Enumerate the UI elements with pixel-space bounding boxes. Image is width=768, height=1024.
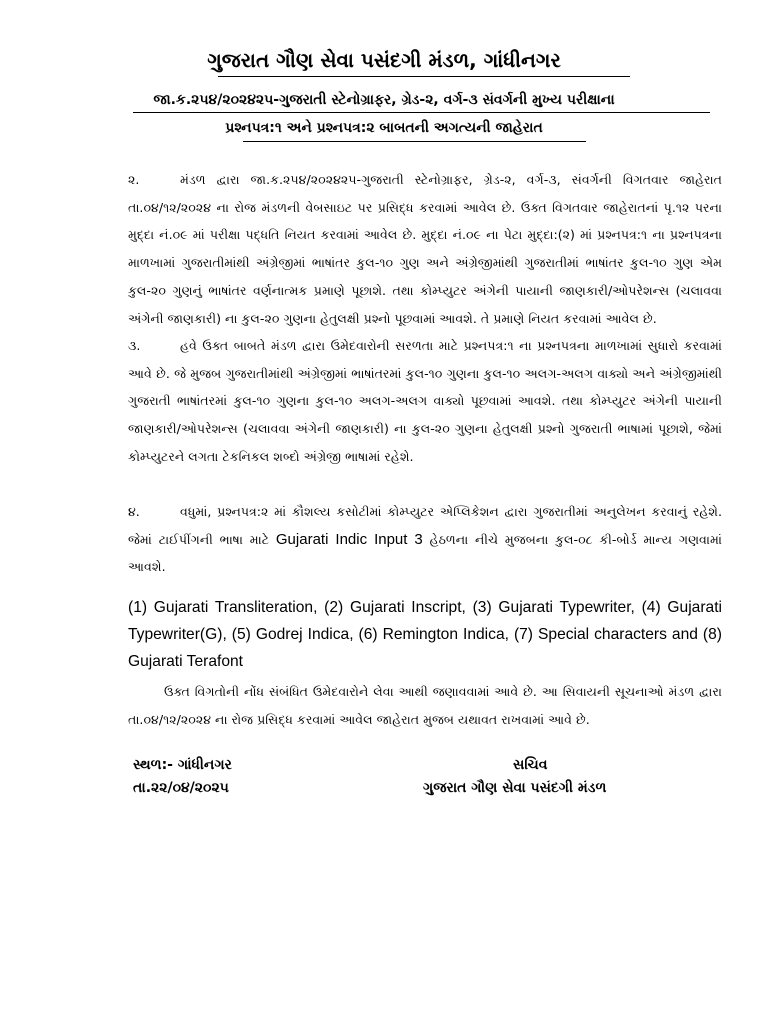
paragraph-4-number: ૪.	[128, 504, 140, 519]
paragraph-3-text: હવે ઉક્ત બાબતે મંડળ દ્વારા ઉમેદવારોની સરળતા માટે પ્રશ્નપત્ર:૧ ના પ્રશ્નપત્રના માળખામાં સુધારો કરવામાં આવે છે. જે મુજબ ગુજરાતીમાંથી અંગ્રેજીમાં ભાષાંતરમાં કુલ-૧૦ ગુણના કુલ-૧૦ અલગ-અલગ વાક્યો અને અંગ્રેજીમાંથી ગુજરાતી ભાષાંતરમાં કુલ-૧૦ ગુણના કુલ-૧૦ અલગ-અલગ વાક્યો પૂછવામાં આવશે. તથા કોમ્પ્યુટર અંગેની પાયાની જાણકારી/ઓપરેશન્સ (ચલાવવા અંગેની જાણકારી) ના કુલ-૨૦ ગુણના હેતુલક્ષી પ્રશ્નો ગુજરાતી ભાષામાં પૂછાશે, જેમાં કોમ્પ્યુટરને લગતા ટેકનિકલ શબ્દો અંગ્રેજી ભાષામાં રહેશે.	[128, 338, 722, 464]
input-method-name: Gujarati Indic Input 3	[275, 530, 423, 548]
signatory-board-name: ગુજરાત ગૌણ સેવા પસંદગી મંડળ	[423, 780, 607, 796]
board-title: ગુજરાત ગૌણ સેવા પસંદગી મંડળ, ગાંધીનગર	[207, 48, 561, 72]
title-underline	[218, 76, 630, 77]
paragraph-4-text-b: હેઠળના નીચે મુજબના કુલ-૦૮ કી-બોર્ડ માન્ય ગણવામાં આવશે.	[128, 531, 722, 575]
paragraph-4	[128, 498, 722, 581]
closing-paragraph: ઉક્ત વિગતોની નોંધ સંબંધિત ઉમેદવારોને લેવા આથી જણાવવામાં આવે છે. આ સિવાયની સૂચનાઓ મંડળ દ્વારા તા.૦૪/૧૨/૨૦૨૪ ના રોજ પ્રસિદ્ધ કરવામાં આવેલ જાહેરાત મુજબ યથાવત રાખવામાં આવે છે.	[128, 684, 722, 727]
paragraph-2-number: ૨.	[128, 172, 140, 187]
paragraph-4-text-a: વધુમાં, પ્રશ્નપત્ર:૨ માં કૌશલ્ય કસોટીમાં કોમ્પ્યુટર એપ્લિકેશન દ્વારા ગુજરાતીમાં અનુલેખન કરવાનું રહેશે. જેમાં ટાઈપીંગની ભાષા માટે	[128, 504, 722, 547]
designation-label: સચિવ	[513, 757, 548, 773]
place-label: સ્થળ:- ગાંધીનગર	[133, 757, 232, 773]
paragraph-2-text: મંડળ દ્વારા જા.ક.૨૫૪/૨૦૨૪૨૫-ગુજરાતી સ્ટેનોગ્રાફર, ગ્રેડ-૨, વર્ગ-૩, સંવર્ગની વિગતવાર જાહેરાત તા.૦૪/૧૨/૨૦૨૪ ના રોજ મંડળની વેબસાઇટ પર પ્રસિદ્ધ કરવામાં આવેલ છે. ઉક્ત વિગતવાર જાહેરાતનાં પૃ.૧૨ પરના મુદ્દા નં.૦૯ માં પરીક્ષા પદ્ધતિ નિયત કરવામાં આવેલ છે. મુદ્દા નં.૦૯ ના પેટા મુદ્દા:(૨) માં પ્રશ્નપત્ર:૧ ના પ્રશ્નપત્રના માળખામાં ગુજરાતીમાંથી અંગ્રેજીમાં ભાષાંતર કુલ-૧૦ ગુણ અને અંગ્રેજીમાંથી ગુજરાતીમાં ભાષાંતર કુલ-૧૦ ગુણ એમ કુલ-૨૦ ગુણનું ભાષાંતર વર્ણનાત્મક પ્રમાણે પૂછાશે. તથા કોમ્પ્યુટર અંગેની પાયાની જાણકારી/ઓપરેશન્સ (ચલાવવા અંગેની જાણકારી) ના કુલ-૨૦ ગુણના હેતુલક્ષી પ્રશ્નો પૂછવામાં આવશે. તે પ્રમાણે નિયત કરવામાં આવેલ છે.	[128, 172, 722, 326]
advertisement-line: જા.ક.૨૫૪/૨૦૨૪૨૫-ગુજરાતી સ્ટેનોગ્રાફર, ગ્રેડ-૨, વર્ગ-૩ સંવર્ગની મુખ્ય પરીક્ષાના	[153, 92, 615, 108]
paragraph-2	[128, 166, 722, 332]
keyboard-options: (1) Gujarati Transliteration, (2) Gujarati Inscript, (3) Gujarati Typewriter, (4) Gujarati Typewriter(G), (5) Godrej Indica, (6) Remington Indica, (7) Special characters and (8) Gujarati Terafont	[128, 599, 722, 670]
subject-line: પ્રશ્નપત્ર:૧ અને પ્રશ્નપત્ર:૨ બાબતની અગત્યની જાહેરાત	[225, 120, 543, 136]
subject-underline	[243, 141, 586, 142]
paragraph-3-number: ૩.	[128, 338, 141, 353]
date-label: તા.૨૨/૦૪/૨૦૨૫	[133, 780, 229, 796]
paragraph-3	[128, 332, 722, 471]
advertisement-underline	[133, 112, 710, 113]
